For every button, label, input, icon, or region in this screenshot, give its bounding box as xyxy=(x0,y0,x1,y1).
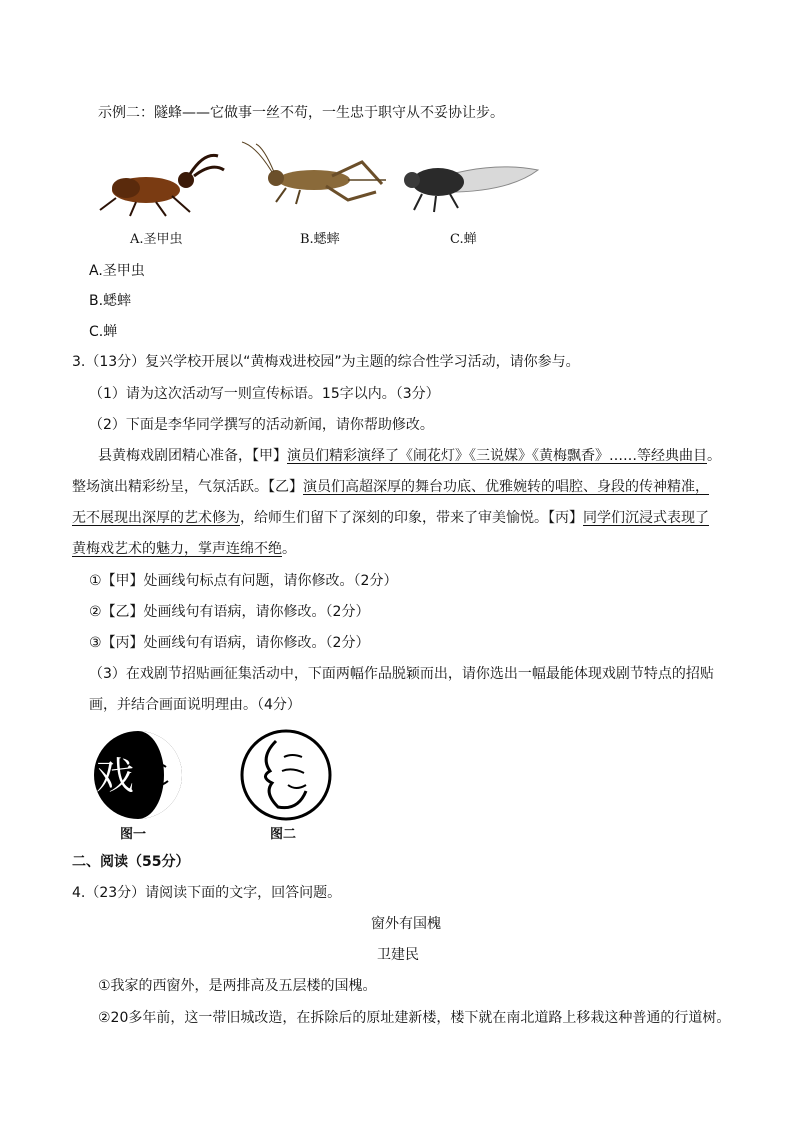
underlined-sentence-jia: 演员们精彩演绎了《闹花灯》《三说媒》《黄梅飘香》……等经典曲目 xyxy=(287,448,707,464)
news-text: ，给师生们留下了深刻的印象，带来了审美愉悦。【丙】 xyxy=(240,510,583,526)
essay-paragraph-2: ②20多年前，这一带旧城改造，在拆除后的原址建新楼，楼下就在南北道路上移栽这种普通的行道树。 xyxy=(98,1010,731,1026)
question-3-sub-1: （1）请为这次活动写一则宣传标语。15字以内。（3分） xyxy=(89,386,440,402)
question-3-sub-3-line-2: 画，并结合画面说明理由。（4分） xyxy=(89,697,301,713)
essay-paragraph-1: ①我家的西窗外，是两排高及五层楼的国槐。 xyxy=(98,978,377,994)
option-a: A.圣甲虫 xyxy=(89,263,145,279)
opera-poster-figure xyxy=(92,727,352,847)
scarab-beetle-image xyxy=(100,155,224,216)
poster-caption-one: 图一 xyxy=(120,827,147,842)
news-line-1 xyxy=(98,447,721,465)
question-3-item-3: ③【丙】处画线句有语病，请你修改。（2分） xyxy=(89,635,370,651)
news-line-2 xyxy=(72,478,709,496)
news-text: 。 xyxy=(282,541,296,557)
insect-illustrations xyxy=(86,140,546,220)
news-text: 。 xyxy=(707,448,721,464)
essay-title: 窗外有国槐 xyxy=(371,916,441,932)
news-line-4 xyxy=(72,540,296,558)
example-2-text: 示例二：隧蜂——它做事一丝不苟，一生忠于职守从不妥协让步。 xyxy=(98,105,504,121)
insect-figure xyxy=(86,140,546,252)
option-c: C.蝉 xyxy=(89,324,118,340)
section-2-heading: 二、阅读（55分） xyxy=(72,854,190,870)
news-text: 整场演出精彩纷呈，气氛活跃。【乙】 xyxy=(72,479,303,495)
news-line-3 xyxy=(72,509,709,527)
question-4-title: 4.（23分）请阅读下面的文字，回答问题。 xyxy=(72,885,342,901)
poster-two-image xyxy=(242,731,330,819)
insect-caption-c: C.蝉 xyxy=(450,232,477,247)
poster-one-image xyxy=(94,731,182,819)
question-3-sub-2: （2）下面是李华同学撰写的活动新闻，请你帮助修改。 xyxy=(89,417,434,433)
insect-caption-a: A.圣甲虫 xyxy=(130,232,183,247)
underlined-sentence-yi: 演员们高超深厚的舞台功底、优雅婉转的唱腔、身段的传神精准， xyxy=(303,479,709,495)
underlined-sentence-bing-cont: 黄梅戏艺术的魅力，掌声连绵不绝 xyxy=(72,541,282,557)
essay-author: 卫建民 xyxy=(377,947,419,963)
option-b: B.蟋蟀 xyxy=(89,293,132,309)
question-3-item-1: ①【甲】处画线句标点有问题，请你修改。（2分） xyxy=(89,573,398,589)
underlined-sentence-yi-cont: 无不展现出深厚的艺术修为 xyxy=(72,510,240,526)
poster-caption-two: 图二 xyxy=(270,827,297,842)
question-3-sub-3-line-1: （3）在戏剧节招贴画征集活动中，下面两幅作品脱颖而出，请你选出一幅最能体现戏剧节特点的招贴 xyxy=(89,666,714,682)
cicada-image xyxy=(404,167,538,212)
underlined-sentence-bing: 同学们沉浸式表现了 xyxy=(583,510,709,526)
cricket-image xyxy=(242,142,386,204)
insect-caption-b: B.蟋蟀 xyxy=(300,232,340,247)
news-text: 县黄梅戏剧团精心准备，【甲】 xyxy=(98,448,287,464)
question-3-title: 3.（13分）复兴学校开展以“黄梅戏进校园”为主题的综合性学习活动，请你参与。 xyxy=(72,354,580,370)
question-3-item-2: ②【乙】处画线句有语病，请你修改。（2分） xyxy=(89,604,370,620)
poster-glyph: 戏 xyxy=(96,754,135,798)
poster-illustrations xyxy=(92,727,352,823)
